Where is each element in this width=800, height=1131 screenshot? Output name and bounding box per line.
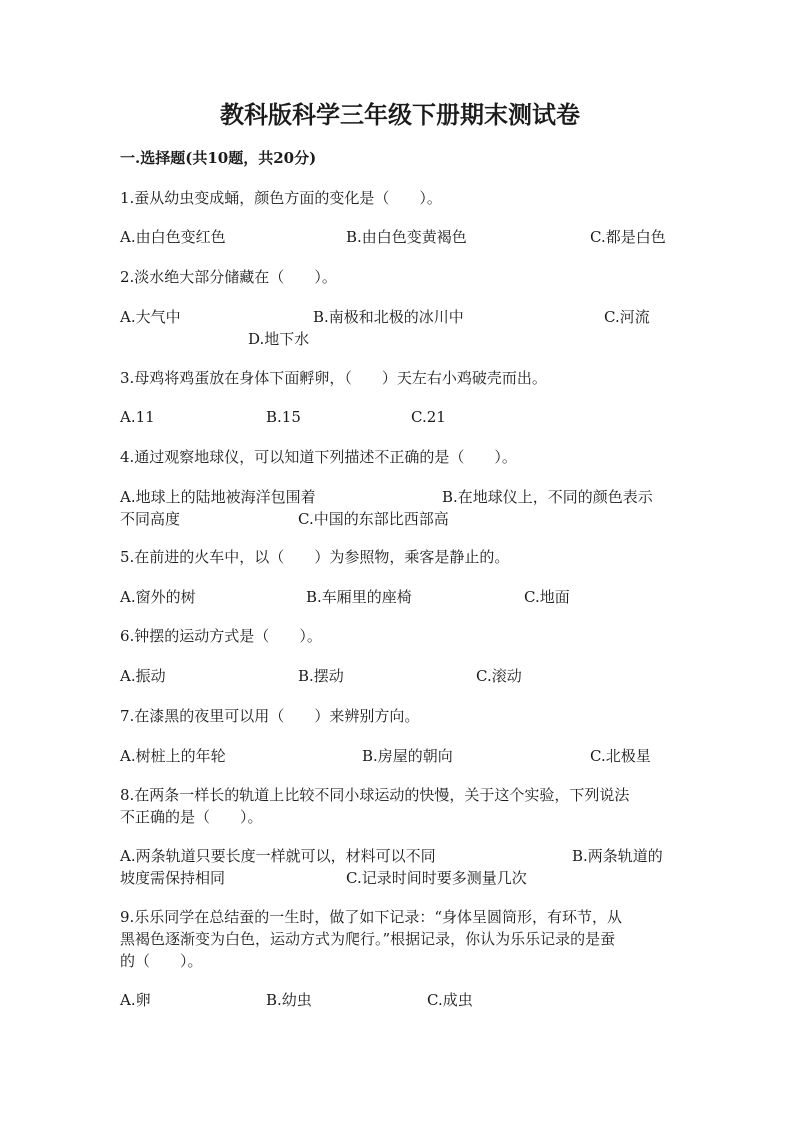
question-7-option-a: A.树桩上的年轮: [120, 747, 226, 765]
question-5-option-c: C.地面: [524, 588, 570, 606]
question-9-stem-line-3: 的（ ）。: [120, 952, 203, 970]
question-1-option-a: A.由白色变红色: [120, 228, 226, 246]
question-2-option-c: C.河流: [604, 308, 650, 326]
question-9-option-b: B.幼虫: [266, 991, 312, 1009]
question-1-option-b: B.由白色变黄褐色: [346, 228, 467, 246]
question-5-option-b: B.车厢里的座椅: [306, 588, 412, 606]
question-6-stem: 6.钟摆的运动方式是（ ）。: [120, 627, 322, 645]
question-7-option-b: B.房屋的朝向: [362, 747, 453, 765]
question-8-option-a: A.两条轨道只要长度一样就可以，材料可以不同: [120, 847, 436, 865]
question-3-stem: 3.母鸡将鸡蛋放在身体下面孵卵，（ ）天左右小鸡破壳而出。: [120, 369, 547, 387]
question-9-option-a: A.卵: [120, 991, 151, 1009]
question-7-stem: 7.在漆黑的夜里可以用（ ）来辨别方向。: [120, 707, 420, 725]
question-3-option-b: B.15: [266, 408, 301, 426]
question-7-option-c: C.北极星: [590, 747, 651, 765]
question-1-option-c: C.都是白色: [590, 228, 666, 246]
question-2-stem: 2.淡水绝大部分储藏在（ ）。: [120, 268, 337, 286]
question-9-stem: 9.乐乐同学在总结蚕的一生时，做了如下记录：“身体呈圆筒形，有环节，从: [120, 908, 622, 926]
question-9-option-c: C.成虫: [427, 991, 473, 1009]
question-6-option-b: B.摆动: [298, 667, 344, 685]
question-3-option-c: C.21: [411, 408, 446, 426]
question-4-option-a: A.地球上的陆地被海洋包围着: [120, 488, 316, 506]
question-3-option-a: A.11: [120, 408, 155, 426]
question-4-option-b: B.在地球仪上，不同的颜色表示: [442, 488, 653, 506]
question-2-option-a: A.大气中: [120, 308, 181, 326]
question-8-option-c: C.记录时间时要多测量几次: [346, 869, 527, 887]
question-9-stem-line-2: 黑褐色逐渐变为白色，运动方式为爬行。”根据记录，你认为乐乐记录的是蚕: [120, 930, 616, 948]
question-4-option-b-continued: 不同高度: [120, 510, 181, 528]
question-2-option-d: D.地下水: [248, 330, 310, 348]
question-8-stem: 8.在两条一样长的轨道上比较不同小球运动的快慢，关于这个实验，下列说法: [120, 786, 630, 804]
question-2-option-b: B.南极和北极的冰川中: [313, 308, 464, 326]
page-title: 教科版科学三年级下册期末测试卷: [220, 100, 580, 129]
question-8-option-b-continued: 坡度需保持相同: [120, 869, 226, 887]
question-6-option-a: A.振动: [120, 667, 166, 685]
question-8-option-b: B.两条轨道的: [572, 847, 663, 865]
question-4-stem: 4.通过观察地球仪，可以知道下列描述不正确的是（ ）。: [120, 448, 517, 466]
question-1-stem: 1.蚕从幼虫变成蛹，颜色方面的变化是（ ）。: [120, 189, 442, 207]
question-4-option-c: C.中国的东部比西部高: [298, 510, 449, 528]
question-5-stem: 5.在前进的火车中，以（ ）为参照物，乘客是静止的。: [120, 548, 510, 566]
section-heading: 一.选择题(共10题，共20分): [120, 149, 317, 167]
question-6-option-c: C.滚动: [476, 667, 522, 685]
question-5-option-a: A.窗外的树: [120, 588, 196, 606]
question-8-stem-continued: 不正确的是（ ）。: [120, 808, 263, 826]
